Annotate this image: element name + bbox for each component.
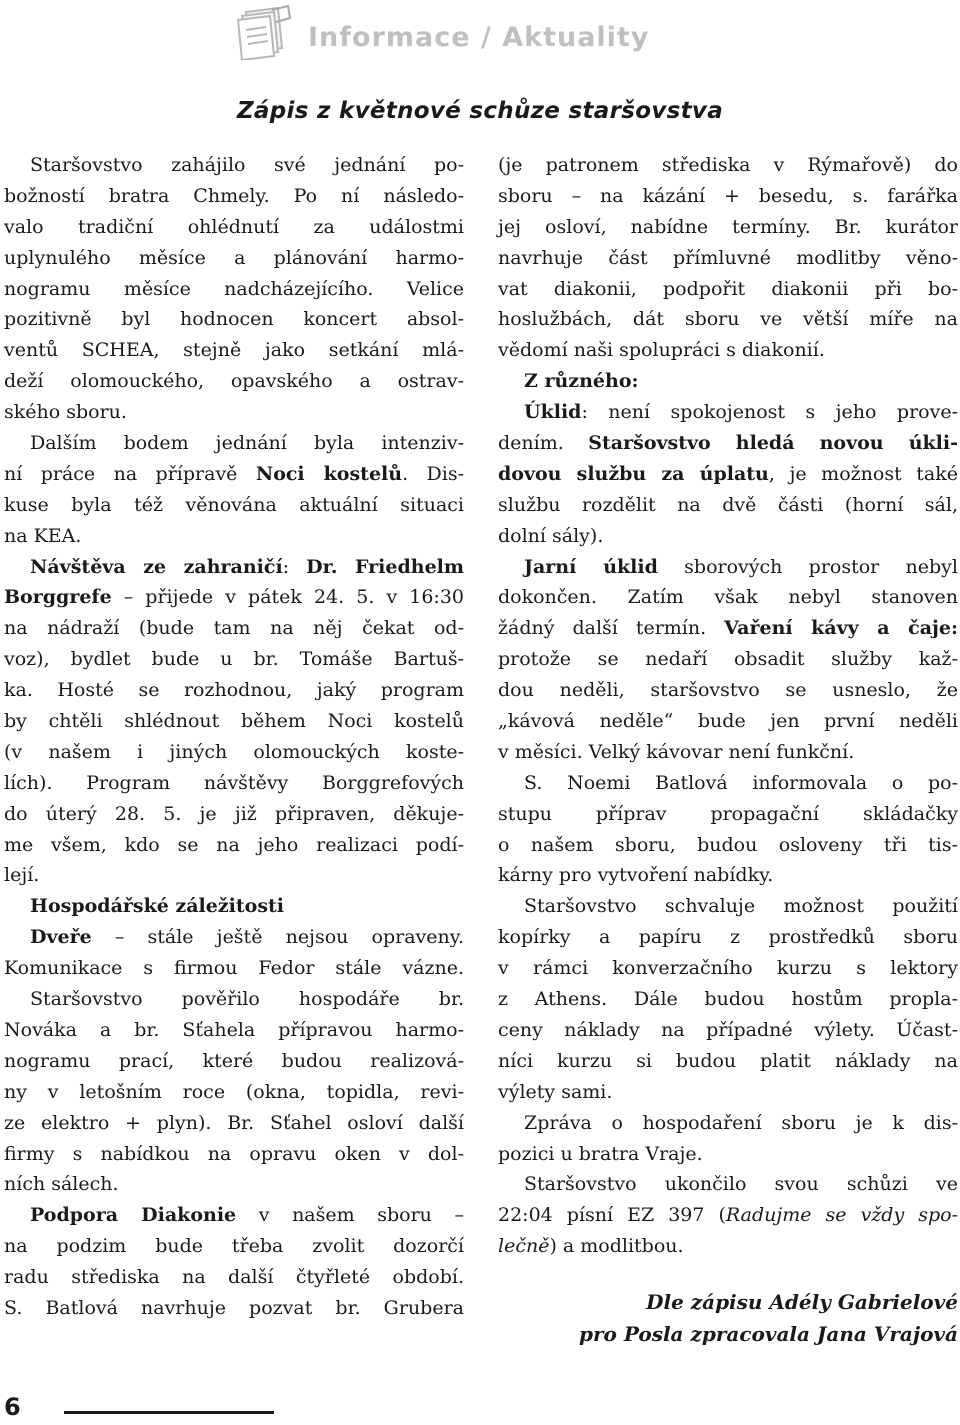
text-line: o našem sboru, budou osloveny tři tis-: [498, 833, 958, 856]
left-column: [4, 150, 464, 1324]
text-line: na nádraží (bude tam na něj čekat od-: [4, 617, 464, 640]
text-line: valo tradiční ohlédnutí za událostmi: [4, 215, 464, 238]
subheading-z-ruzneho: Z různého:: [524, 370, 639, 393]
text-line: S. Noemi Batlová informovala o po-: [524, 771, 958, 794]
text-line: kuse byla též věnována aktuální situaci: [4, 493, 464, 516]
text-line: Staršovstvo pověřilo hospodáře br.: [30, 988, 464, 1011]
text-line: ského sboru.: [4, 401, 127, 424]
article-title: Zápis z květnové schůze staršovstva: [236, 98, 724, 124]
text-line: z Athens. Dále budou hostům propla-: [498, 988, 958, 1011]
text-line: kárny pro vytvoření nabídky.: [498, 864, 774, 887]
text-line: Dveře – stále ještě nejsou opraveny.: [30, 926, 464, 949]
text-line: Staršovstvo zahájilo své jednání po-: [30, 154, 464, 176]
section-title: Informace / Aktuality: [308, 22, 650, 53]
text-line: vat diakonii, podpořit diakonii při bo-: [498, 277, 958, 300]
text-line: pozitivně byl hodnocen koncert absol-: [4, 308, 464, 331]
text-line: ka. Hosté se rozhodnou, jaký program: [4, 679, 464, 702]
text-line: voz), bydlet bude u br. Tomáše Bartuš-: [4, 648, 464, 671]
text-line: lečně) a modlitbou.: [498, 1235, 684, 1258]
text-line: Zpráva o hospodaření sboru je k dis-: [524, 1111, 958, 1134]
text-line: nogramu měsíce nadcházejícího. Velice: [4, 277, 464, 300]
text-line: dokončen. Zatím však nebyl stanoven: [498, 586, 958, 609]
calendar-pages-icon: [232, 4, 296, 60]
text-line: me všem, kdo se na jeho realizaci podí-: [4, 833, 464, 856]
text-line: v měsíci. Velký kávovar není funkční.: [498, 740, 855, 763]
text-line: dením. Staršovstvo hledá novou úkli-: [498, 432, 958, 455]
signature-line-1: Dle zápisu Adély Gabrielové: [646, 1290, 958, 1315]
text-line: sboru – na kázání + besedu, s. farářka: [498, 184, 958, 207]
text-line: jej osloví, nabídne termíny. Br. kurátor: [498, 215, 958, 238]
text-line: radu střediska na další čtyřleté období.: [4, 1266, 464, 1289]
text-line: dou neděli, staršovstvo se usneslo, že: [498, 679, 958, 702]
text-line: hoslužbách, dát sboru ve větší míře na: [498, 308, 958, 331]
text-line: „kávová neděle“ bude jen první neděli: [498, 710, 958, 733]
text-line: vědomí naši spolupráci s diakonií.: [498, 339, 825, 362]
right-column: [498, 150, 958, 1350]
text-line: Komunikace s firmou Fedor stále vázne.: [4, 957, 464, 980]
text-line: dolní sály).: [498, 524, 604, 547]
text-line: kopírky a papíru z prostředků sboru: [498, 926, 958, 949]
signature-line-2: pro Posla zpracovala Jana Vrajová: [579, 1322, 958, 1347]
text-line: protože se nedaří obsadit služby kaž-: [498, 648, 958, 671]
text-line: lejí.: [4, 864, 40, 887]
text-line: dovou službu za úplatu, je možnost také: [498, 462, 958, 485]
page-number: 6: [4, 1393, 21, 1421]
text-line: ní práce na přípravě Noci kostelů. Dis-: [4, 462, 465, 485]
text-line: na KEA.: [4, 524, 82, 547]
text-line: 22:04 písní EZ 397 (Radujme se vždy spo-: [498, 1204, 958, 1227]
text-line: Podpora Diakonie v našem sboru –: [30, 1204, 465, 1227]
text-line: v rámci konverzačního kurzu s lektory: [498, 957, 958, 980]
subheading-hospodarske: Hospodářské záležitosti: [30, 895, 285, 918]
text-line: Návštěva ze zahraničí: Dr. Friedhelm: [30, 555, 464, 578]
text-line: pozici u bratra Vraje.: [498, 1142, 703, 1165]
text-line: službu rozdělit na dvě části (horní sál,: [498, 493, 958, 516]
footer-rule: [64, 1411, 274, 1414]
text-line: Úklid: není spokojenost s jeho prove-: [524, 401, 958, 424]
text-line: Staršovstvo ukončilo svou schůzi ve: [524, 1173, 958, 1196]
text-line: ních sálech.: [4, 1173, 119, 1196]
text-line: S. Batlová navrhuje pozvat br. Grubera: [4, 1296, 464, 1319]
text-line: žádný další termín. Vaření kávy a čaje:: [498, 617, 958, 640]
text-line: Jarní úklid sborových prostor nebyl: [524, 555, 958, 578]
text-line: božností bratra Chmely. Po ní následo-: [4, 184, 464, 207]
text-line: ventů SCHEA, stejně jako setkání mlá-: [4, 339, 464, 362]
text-line: ny v letošním roce (okna, topidla, revi-: [4, 1080, 464, 1103]
text-line: (je patronem střediska v Rýmařově) do: [498, 154, 958, 176]
text-line: ze elektro + plyn). Br. Sťahel osloví další: [4, 1111, 464, 1134]
text-line: by chtěli shlédnout během Noci kostelů: [4, 710, 464, 733]
text-line: deží olomouckého, opavského a ostrav-: [4, 370, 464, 393]
text-line: nogramu prací, které budou realizová-: [4, 1049, 464, 1072]
text-line: Staršovstvo schvaluje možnost použití: [524, 895, 958, 918]
noci-kostelu-emphasis: Noci kostelů: [255, 462, 403, 485]
text-line: ceny náklady na případné výlety. Účast-: [498, 1018, 958, 1041]
text-line: uplynulého měsíce a plánování harmo-: [4, 246, 464, 269]
page-header: [0, 0, 960, 80]
text-line: Nováka a br. Sťahela přípravou harmo-: [4, 1018, 464, 1041]
text-line: (v našem i jiných olomouckých koste-: [4, 740, 464, 763]
text-line: lích). Program návštěvy Borggrefových: [4, 771, 464, 794]
text-line: do úterý 28. 5. je již připraven, děkuje-: [4, 802, 464, 825]
text-line: níci kurzu si budou platit náklady na: [498, 1049, 958, 1072]
text-line: výlety sami.: [498, 1080, 613, 1103]
text-line: na podzim bude třeba zvolit dozorčí: [4, 1235, 464, 1258]
text-line: Borggrefe – přijede v pátek 24. 5. v 16:30: [4, 586, 464, 609]
text-line: firmy s nabídkou na opravu oken v dol-: [4, 1142, 464, 1165]
text-line: stupu příprav propagační skládačky: [498, 802, 958, 825]
text-line: Dalším bodem jednání byla intenziv-: [30, 432, 464, 455]
text-line: navrhuje část přímluvné modlitby věno-: [498, 246, 958, 269]
